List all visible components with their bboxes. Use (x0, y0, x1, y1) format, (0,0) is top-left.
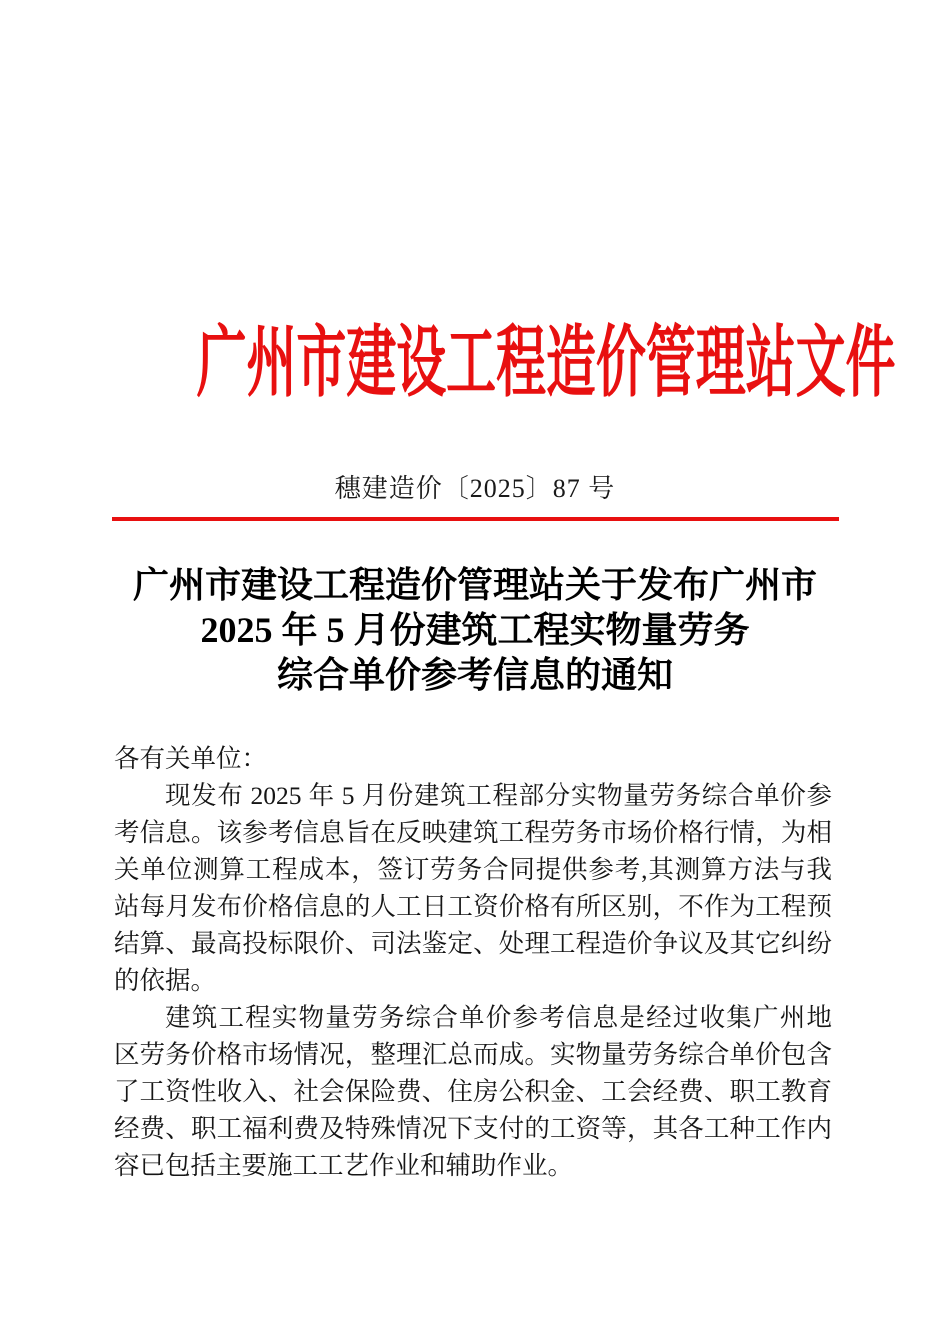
text-line: 了工资性收入、社会保险费、住房公积金、工会经费、职工教育 (114, 1077, 832, 1106)
paragraph-release-statement (114, 777, 832, 999)
text-line: 经费、职工福利费及特殊情况下支付的工资等，其各工种工作内 (114, 1114, 832, 1143)
text-line: 站每月发布价格信息的人工日工资价格有所区别，不作为工程预 (114, 892, 832, 921)
masthead (0, 320, 950, 406)
text-line: 的依据。 (114, 966, 217, 995)
text-line: 广州市建设工程造价管理站关于发布广州市 (132, 565, 817, 605)
text-line: 2025 年 5 月份建筑工程实物量劳务 (200, 610, 750, 650)
text-line: 容已包括主要施工工艺作业和辅助作业。 (114, 1151, 574, 1180)
notice-title (62, 563, 888, 698)
salutation: 各有关单位： (114, 744, 268, 773)
text-line: 综合单价参考信息的通知 (276, 655, 673, 695)
text-line: 考信息。该参考信息旨在反映建筑工程劳务市场价格行情，为相 (114, 818, 832, 847)
agency-masthead-title: 广州市建设工程造价管理站文件 (196, 319, 896, 406)
text-line: 结算、最高投标限价、司法鉴定、处理工程造价争议及其它纠纷 (114, 929, 832, 958)
document-number: 穗建造价〔2025〕87 号 (334, 474, 616, 503)
text-line: 区劳务价格市场情况，整理汇总而成。实物量劳务综合单价包含 (114, 1040, 832, 1069)
paragraph-price-composition (114, 999, 832, 1184)
red-divider-line (112, 517, 839, 521)
text-line: 关单位测算工程成本，签订劳务合同提供参考,其测算方法与我 (114, 855, 832, 884)
text-line: 建筑工程实物量劳务综合单价参考信息是经过收集广州地 (165, 1003, 832, 1032)
text-line: 现发布 2025 年 5 月份建筑工程部分实物量劳务综合单价参 (165, 781, 832, 810)
document-body (114, 740, 832, 1184)
